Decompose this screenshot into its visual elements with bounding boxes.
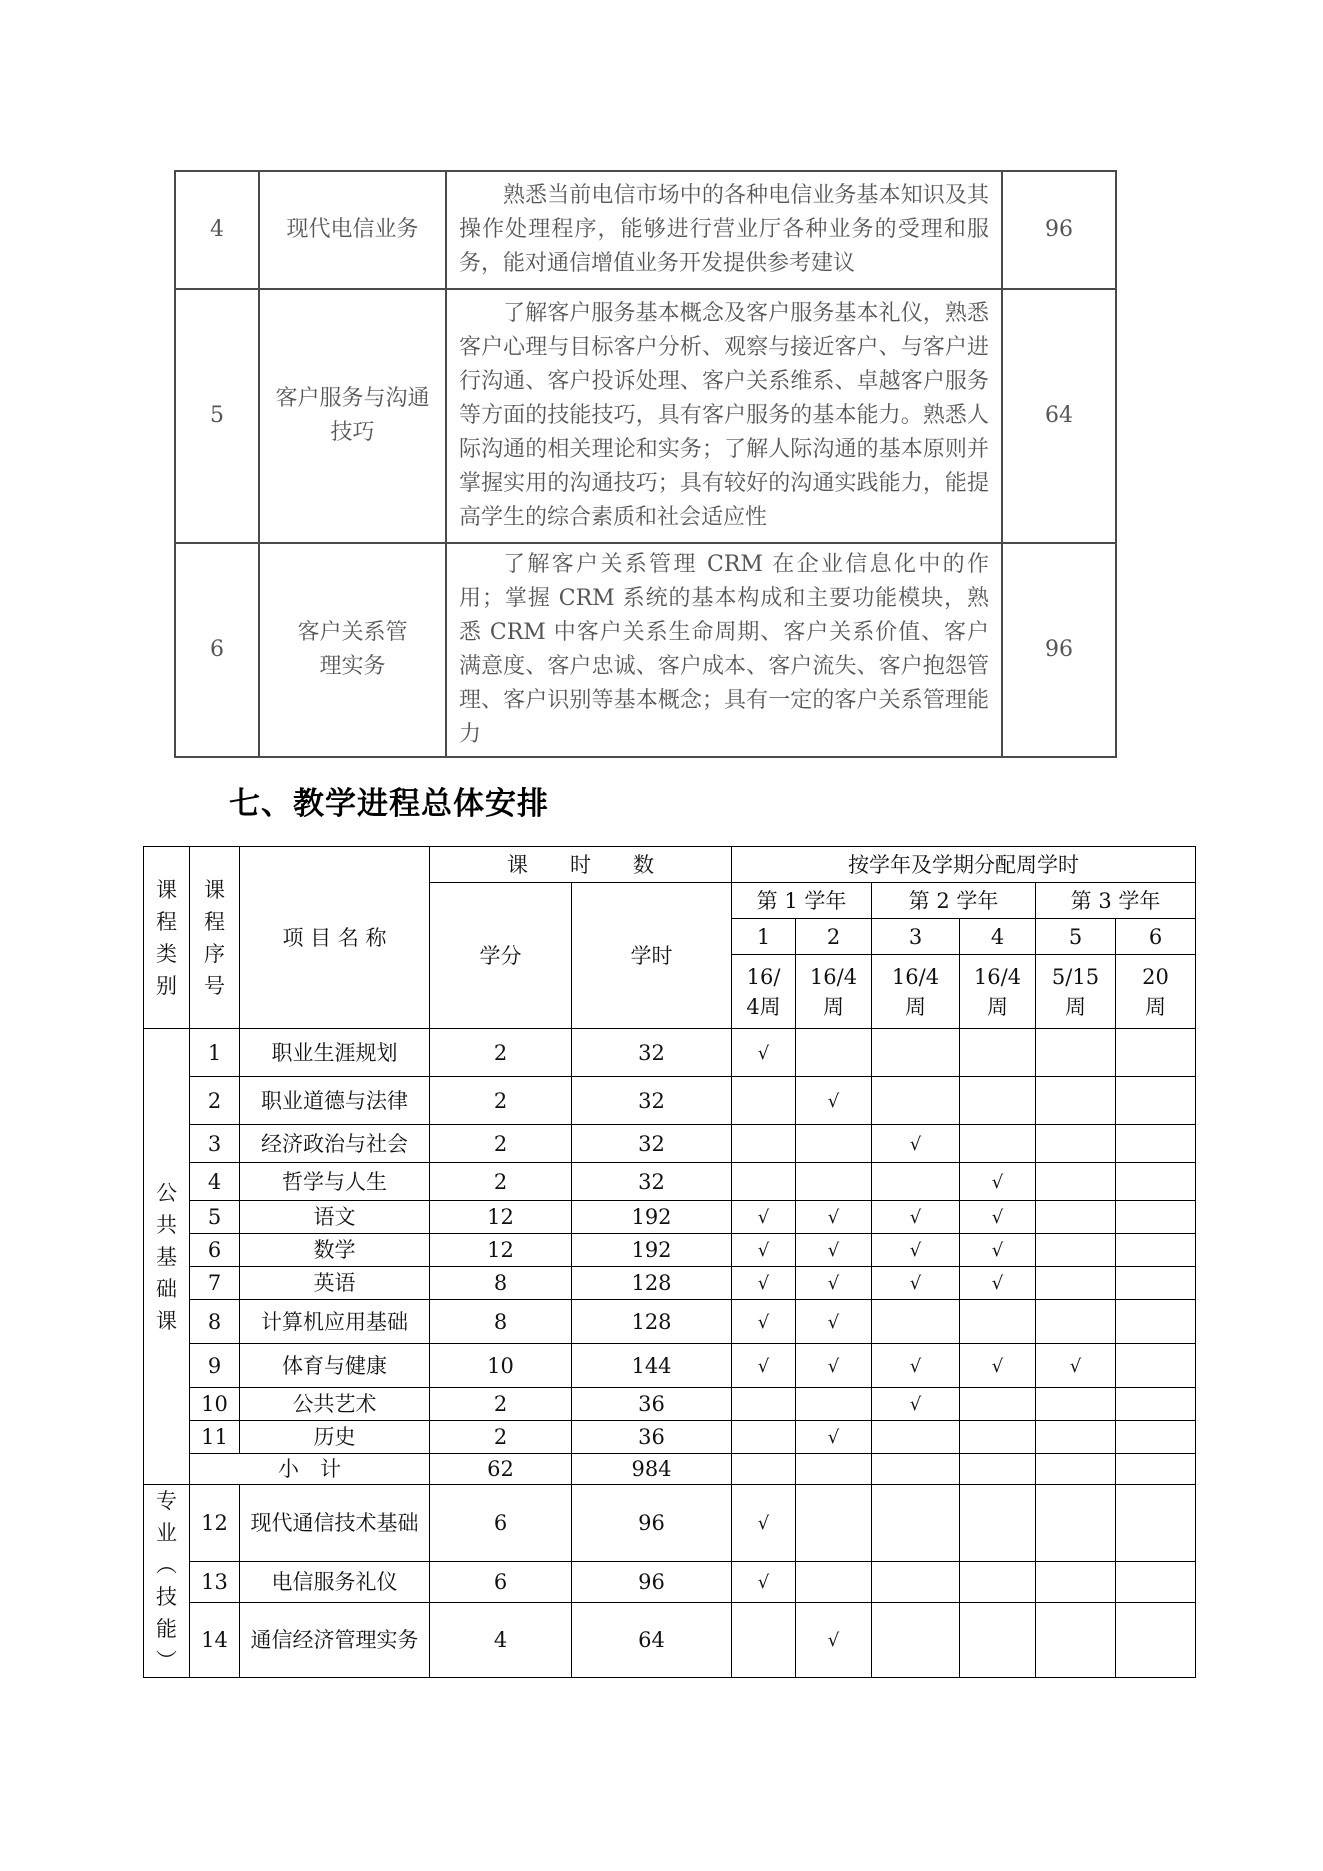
- term-2-cell: [796, 1603, 872, 1678]
- course-credit: 2: [430, 1163, 572, 1201]
- category-char: 业: [156, 1521, 177, 1545]
- weeks-text: 周: [987, 994, 1008, 1019]
- check-mark: √: [909, 1133, 922, 1155]
- subtotal-credit: 62: [430, 1454, 572, 1485]
- course-credit: 12: [430, 1201, 572, 1234]
- course-seq: 5: [190, 1201, 240, 1234]
- course-seq: 14: [190, 1603, 240, 1678]
- header-term-5: 5: [1036, 919, 1116, 955]
- term-3-cell: [872, 1603, 960, 1678]
- course-credit: 4: [430, 1603, 572, 1678]
- check-mark: √: [909, 1207, 922, 1228]
- term-5-cell: [1036, 1421, 1116, 1454]
- header-weeks-1: [732, 955, 796, 1029]
- check-mark: √: [827, 1427, 840, 1448]
- course-description: 了解客户关系管理 CRM 在企业信息化中的作用；掌握 CRM 系统的基本构成和主要功能模块，熟悉 CRM 中客户关系生命周期、客户关系价值、客户满意度、客户忠诚、客户成本、客户流失、客户抱怨管理、客户识别等基本概念；具有一定的客户关系管理能力: [446, 543, 1002, 757]
- course-seq: 9: [190, 1344, 240, 1388]
- course-hours: 32: [572, 1029, 732, 1077]
- category-char: 公: [156, 1180, 177, 1205]
- term-6-cell: [1116, 1163, 1196, 1201]
- term-2-cell: [796, 1234, 872, 1267]
- course-name: 现代通信技术基础: [240, 1485, 430, 1562]
- check-mark: √: [827, 1355, 840, 1377]
- term-6-cell: [1116, 1300, 1196, 1344]
- course-seq: 13: [190, 1562, 240, 1603]
- check-mark: √: [757, 1240, 770, 1261]
- term-3-cell: [872, 1267, 960, 1300]
- term-1-cell: [732, 1300, 796, 1344]
- course-category: [144, 1029, 190, 1485]
- term-1-cell: [732, 1388, 796, 1421]
- header-term-3: 3: [872, 919, 960, 955]
- header-course-seq: 课 程 序 号: [190, 847, 240, 1029]
- term-1-cell: [732, 1201, 796, 1234]
- course-description: 了解客户服务基本概念及客户服务基本礼仪，熟悉客户心理与目标客户分析、观察与接近客户、与客户进行沟通、客户投诉处理、客户关系维系、卓越客户服务等方面的技能技巧，具有客户服务的基本能力。熟悉人际沟通的相关理论和实务；了解人际沟通的基本原则并掌握实用的沟通技巧；具有较好的沟通实践能力，能提高学生的综合素质和社会适应性: [446, 289, 1002, 543]
- header-term-1: 1: [732, 919, 796, 955]
- subtotal-label: 小 计: [190, 1454, 430, 1485]
- term-3-cell: [872, 1029, 960, 1077]
- term-3-cell: [872, 1344, 960, 1388]
- term-6-cell: [1116, 1029, 1196, 1077]
- table-row: [144, 1125, 1196, 1163]
- term-1-cell: [732, 1603, 796, 1678]
- header-weeks-5: [1036, 955, 1116, 1029]
- course-credit: 6: [430, 1562, 572, 1603]
- term-2-cell: [796, 1163, 872, 1201]
- table-row: [144, 1267, 1196, 1300]
- teaching-schedule-table: [143, 846, 1196, 1678]
- term-6-cell: [1116, 1388, 1196, 1421]
- course-seq: 6: [190, 1234, 240, 1267]
- course-name: 哲学与人生: [240, 1163, 430, 1201]
- category-char: ︵: [156, 1553, 177, 1577]
- weeks-text: 16/4: [809, 964, 858, 989]
- header-year-1: 第 1 学年: [732, 883, 872, 919]
- term-3-cell: [872, 1562, 960, 1603]
- course-name: 计算机应用基础: [240, 1300, 430, 1344]
- term-1-cell: [732, 1234, 796, 1267]
- course-description-table: [174, 170, 1117, 758]
- term-2-cell: [796, 1485, 872, 1562]
- header-hours: 学时: [572, 883, 732, 1029]
- table-row: [144, 1029, 1196, 1077]
- course-seq: 11: [190, 1421, 240, 1454]
- course-seq: 2: [190, 1077, 240, 1125]
- term-6-cell: [1116, 1234, 1196, 1267]
- term-3-cell: [872, 1163, 960, 1201]
- term-2-cell: [796, 1029, 872, 1077]
- term-4-cell: [960, 1562, 1036, 1603]
- weeks-text: 20: [1142, 964, 1169, 989]
- course-hours: 128: [572, 1300, 732, 1344]
- weeks-text: 16/4: [891, 964, 940, 989]
- term-5-cell: [1036, 1344, 1116, 1388]
- term-1-cell: [732, 1029, 796, 1077]
- course-seq: 3: [190, 1125, 240, 1163]
- course-name: 体育与健康: [240, 1344, 430, 1388]
- course-name: 数学: [240, 1234, 430, 1267]
- term-5-cell: [1036, 1234, 1116, 1267]
- course-hours: 192: [572, 1234, 732, 1267]
- header-weeks-3: [872, 955, 960, 1029]
- course-name: 客户服务与沟通技巧: [259, 289, 446, 543]
- term-4-cell: [960, 1300, 1036, 1344]
- table-row: [144, 1201, 1196, 1234]
- course-name: 语文: [240, 1201, 430, 1234]
- term-2-cell: [796, 1077, 872, 1125]
- course-name: 电信服务礼仪: [240, 1562, 430, 1603]
- course-seq: 1: [190, 1029, 240, 1077]
- course-hours: 96: [1002, 543, 1116, 757]
- weeks-text: 4周: [746, 994, 781, 1019]
- check-mark: √: [827, 1273, 840, 1294]
- category-char: 技: [156, 1585, 177, 1609]
- term-4-cell: [960, 1603, 1036, 1678]
- subtotal-hours: 984: [572, 1454, 732, 1485]
- term-2-cell: [796, 1267, 872, 1300]
- course-name: 公共艺术: [240, 1388, 430, 1421]
- category-char: 课: [156, 1308, 177, 1333]
- header-weeks-6: [1116, 955, 1196, 1029]
- category-char: 共: [156, 1212, 177, 1237]
- table-row: [144, 1300, 1196, 1344]
- check-mark: √: [991, 1273, 1004, 1294]
- course-hours: 32: [572, 1125, 732, 1163]
- term-5-cell: [1036, 1388, 1116, 1421]
- check-mark: √: [827, 1207, 840, 1228]
- check-mark: √: [909, 1355, 922, 1377]
- term-4-cell: [960, 1388, 1036, 1421]
- course-credit: 12: [430, 1234, 572, 1267]
- weeks-text: 周: [823, 994, 844, 1019]
- course-hours: 36: [572, 1421, 732, 1454]
- term-6-cell: [1116, 1562, 1196, 1603]
- check-mark: √: [909, 1273, 922, 1294]
- check-mark: √: [827, 1311, 840, 1333]
- term-3-cell: [872, 1234, 960, 1267]
- check-mark: √: [757, 1273, 770, 1294]
- course-hours: 192: [572, 1201, 732, 1234]
- term-5-cell: [1036, 1201, 1116, 1234]
- term-4-cell: [960, 1421, 1036, 1454]
- term-2-cell: [796, 1562, 872, 1603]
- term-1-cell: [732, 1125, 796, 1163]
- header-distribution: 按学年及学期分配周学时: [732, 847, 1196, 883]
- header-weeks-4: [960, 955, 1036, 1029]
- term-5-cell: [1036, 1267, 1116, 1300]
- term-3-cell: [872, 1077, 960, 1125]
- term-5-cell: [1036, 1603, 1116, 1678]
- category-char: 专: [156, 1489, 177, 1513]
- term-4-cell: [960, 1029, 1036, 1077]
- course-number: 5: [175, 289, 259, 543]
- term-2-cell: [796, 1421, 872, 1454]
- table-row: [144, 1603, 1196, 1678]
- term-5-cell: [1036, 1562, 1116, 1603]
- course-hours: 96: [572, 1562, 732, 1603]
- course-category: [144, 1485, 190, 1678]
- course-seq: 8: [190, 1300, 240, 1344]
- term-5-cell: [1036, 1485, 1116, 1562]
- check-mark: √: [909, 1240, 922, 1261]
- term-6-cell: [1116, 1267, 1196, 1300]
- course-hours: 96: [1002, 171, 1116, 289]
- header-year-2: 第 2 学年: [872, 883, 1036, 919]
- course-hours: 64: [1002, 289, 1116, 543]
- category-char: 基: [156, 1244, 177, 1269]
- term-1-cell: [732, 1421, 796, 1454]
- table-row: [144, 1485, 1196, 1562]
- term-2-cell: [796, 1388, 872, 1421]
- weeks-text: 16/: [746, 964, 781, 989]
- table-row: [175, 171, 1116, 289]
- term-3-cell: [872, 1125, 960, 1163]
- term-4-cell: [960, 1201, 1036, 1234]
- term-4-cell: [960, 1344, 1036, 1388]
- header-hours-group: 课 时 数: [430, 847, 732, 883]
- term-1-cell: [732, 1562, 796, 1603]
- course-credit: 2: [430, 1125, 572, 1163]
- course-number: 6: [175, 543, 259, 757]
- term-1-cell: [732, 1267, 796, 1300]
- check-mark: √: [991, 1207, 1004, 1228]
- header-weeks-2: [796, 955, 872, 1029]
- header-year-3: 第 3 学年: [1036, 883, 1196, 919]
- course-hours: 64: [572, 1603, 732, 1678]
- table-row: [144, 1344, 1196, 1388]
- header-row: [144, 847, 1196, 883]
- course-seq: 7: [190, 1267, 240, 1300]
- term-4-cell: [960, 1234, 1036, 1267]
- term-1-cell: [732, 1454, 796, 1485]
- term-5-cell: [1036, 1300, 1116, 1344]
- course-name: 英语: [240, 1267, 430, 1300]
- term-6-cell: [1116, 1344, 1196, 1388]
- table-row: [144, 1388, 1196, 1421]
- weeks-text: 16/4: [973, 964, 1022, 989]
- term-3-cell: [872, 1454, 960, 1485]
- check-mark: √: [991, 1355, 1004, 1377]
- check-mark: √: [909, 1394, 922, 1415]
- course-name: 经济政治与社会: [240, 1125, 430, 1163]
- header-term-2: 2: [796, 919, 872, 955]
- header-item-name: 项 目 名 称: [240, 847, 430, 1029]
- course-name: 历史: [240, 1421, 430, 1454]
- term-4-cell: [960, 1485, 1036, 1562]
- course-hours: 32: [572, 1163, 732, 1201]
- course-credit: 2: [430, 1077, 572, 1125]
- check-mark: √: [757, 1311, 770, 1333]
- term-4-cell: [960, 1125, 1036, 1163]
- term-2-cell: [796, 1300, 872, 1344]
- term-4-cell: [960, 1077, 1036, 1125]
- term-3-cell: [872, 1201, 960, 1234]
- course-credit: 2: [430, 1421, 572, 1454]
- term-6-cell: [1116, 1125, 1196, 1163]
- subtotal-row: [144, 1454, 1196, 1485]
- term-5-cell: [1036, 1125, 1116, 1163]
- term-6-cell: [1116, 1201, 1196, 1234]
- table-row: [144, 1421, 1196, 1454]
- term-1-cell: [732, 1077, 796, 1125]
- term-4-cell: [960, 1454, 1036, 1485]
- course-seq: 4: [190, 1163, 240, 1201]
- course-name: 职业生涯规划: [240, 1029, 430, 1077]
- weeks-text: 周: [905, 994, 926, 1019]
- header-credit: 学分: [430, 883, 572, 1029]
- term-3-cell: [872, 1300, 960, 1344]
- term-5-cell: [1036, 1454, 1116, 1485]
- check-mark: √: [991, 1240, 1004, 1261]
- course-seq: 10: [190, 1388, 240, 1421]
- course-credit: 2: [430, 1029, 572, 1077]
- header-term-6: 6: [1116, 919, 1196, 955]
- check-mark: √: [827, 1630, 840, 1652]
- category-char: ︶: [156, 1649, 177, 1673]
- check-mark: √: [827, 1240, 840, 1261]
- check-mark: √: [827, 1090, 840, 1112]
- category-char: 础: [156, 1276, 177, 1301]
- term-4-cell: [960, 1163, 1036, 1201]
- category-char: 能: [156, 1617, 177, 1641]
- term-6-cell: [1116, 1077, 1196, 1125]
- table-row: [144, 1562, 1196, 1603]
- course-name: 通信经济管理实务: [240, 1603, 430, 1678]
- course-name: 现代电信业务: [259, 171, 446, 289]
- course-credit: 8: [430, 1300, 572, 1344]
- term-3-cell: [872, 1485, 960, 1562]
- table-row: [144, 1077, 1196, 1125]
- course-credit: 8: [430, 1267, 572, 1300]
- course-hours: 144: [572, 1344, 732, 1388]
- table-row: [175, 289, 1116, 543]
- term-5-cell: [1036, 1077, 1116, 1125]
- term-1-cell: [732, 1485, 796, 1562]
- course-name: 客户关系管理实务: [259, 543, 446, 757]
- term-5-cell: [1036, 1163, 1116, 1201]
- table-row: [144, 1234, 1196, 1267]
- course-hours: 128: [572, 1267, 732, 1300]
- check-mark: √: [757, 1513, 770, 1535]
- term-3-cell: [872, 1421, 960, 1454]
- check-mark: √: [757, 1207, 770, 1228]
- course-hours: 36: [572, 1388, 732, 1421]
- header-course-category: 课 程 类 别: [144, 847, 190, 1029]
- section-heading: 七、教学进程总体安排: [229, 786, 549, 822]
- term-6-cell: [1116, 1421, 1196, 1454]
- table-row: [144, 1163, 1196, 1201]
- course-name: 职业道德与法律: [240, 1077, 430, 1125]
- check-mark: √: [757, 1355, 770, 1377]
- course-credit: 10: [430, 1344, 572, 1388]
- term-6-cell: [1116, 1603, 1196, 1678]
- term-2-cell: [796, 1454, 872, 1485]
- term-2-cell: [796, 1201, 872, 1234]
- weeks-text: 周: [1145, 994, 1167, 1019]
- term-3-cell: [872, 1388, 960, 1421]
- table-row: [175, 543, 1116, 757]
- term-1-cell: [732, 1344, 796, 1388]
- course-credit: 2: [430, 1388, 572, 1421]
- course-hours: 32: [572, 1077, 732, 1125]
- course-number: 4: [175, 171, 259, 289]
- check-mark: √: [757, 1572, 770, 1594]
- course-description: 熟悉当前电信市场中的各种电信业务基本知识及其操作处理程序，能够进行营业厅各种业务的受理和服务，能对通信增值业务开发提供参考建议: [446, 171, 1002, 289]
- term-2-cell: [796, 1344, 872, 1388]
- check-mark: √: [757, 1042, 770, 1064]
- term-5-cell: [1036, 1029, 1116, 1077]
- term-6-cell: [1116, 1485, 1196, 1562]
- term-1-cell: [732, 1163, 796, 1201]
- course-hours: 96: [572, 1485, 732, 1562]
- course-seq: 12: [190, 1485, 240, 1562]
- weeks-text: 周: [1065, 994, 1086, 1019]
- term-2-cell: [796, 1125, 872, 1163]
- term-6-cell: [1116, 1454, 1196, 1485]
- check-mark: √: [1069, 1355, 1082, 1377]
- weeks-text: 5/15: [1051, 964, 1100, 989]
- check-mark: √: [991, 1171, 1004, 1193]
- header-term-4: 4: [960, 919, 1036, 955]
- term-4-cell: [960, 1267, 1036, 1300]
- course-credit: 6: [430, 1485, 572, 1562]
